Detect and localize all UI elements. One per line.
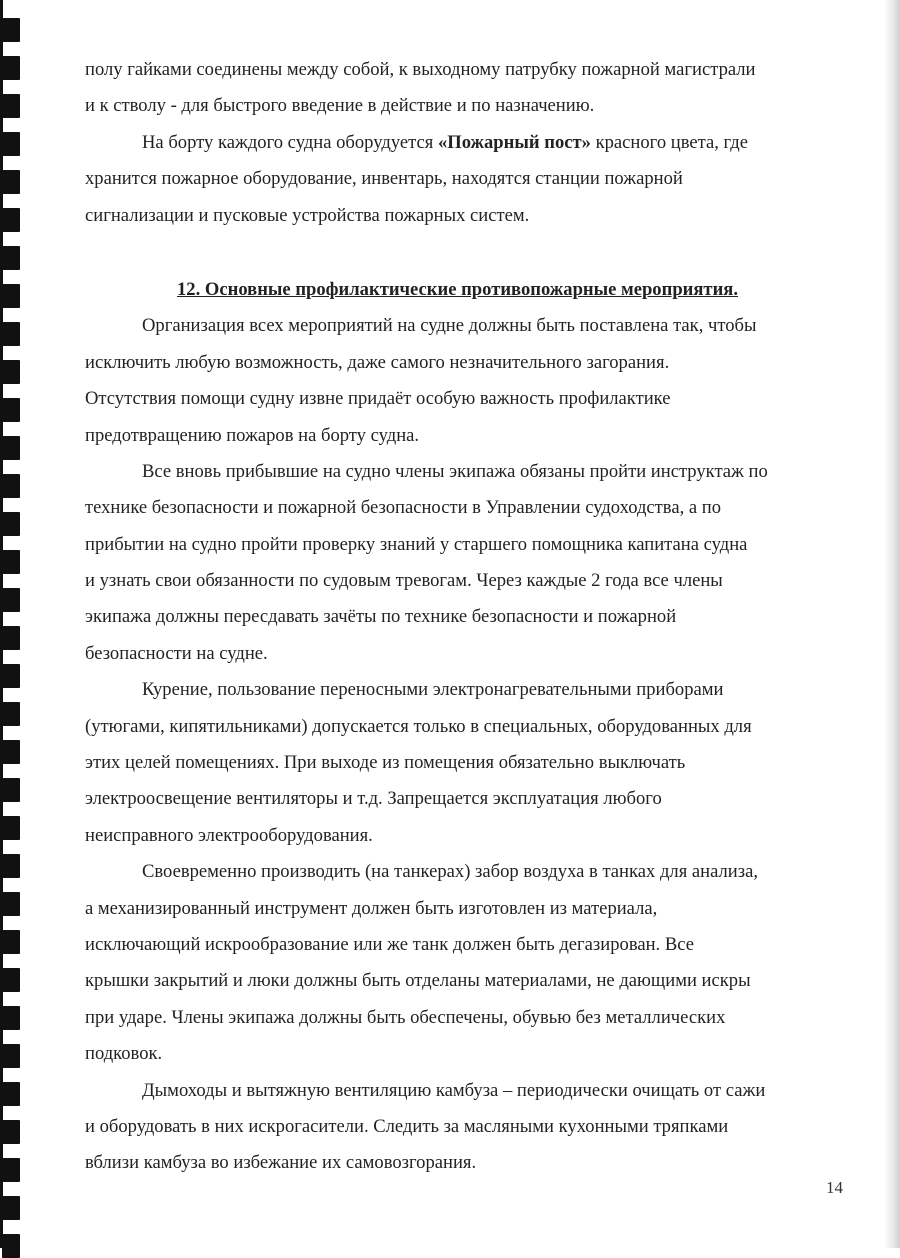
binding-hole bbox=[2, 664, 20, 688]
binding-hole bbox=[2, 512, 20, 536]
binding-hole bbox=[2, 1082, 20, 1106]
paragraph-line: прибытии на судно пройти проверку знаний у старшего помощника капитана судна bbox=[85, 533, 748, 555]
paragraph-line: и оборудовать в них искрогасители. Следить за масляными кухонными тряпками bbox=[85, 1115, 729, 1137]
paragraph-line: исключить любую возможность, даже самого незначительного загорания. bbox=[85, 351, 670, 373]
binding-hole bbox=[2, 702, 20, 726]
binding-hole bbox=[2, 18, 20, 42]
binding-hole bbox=[2, 170, 20, 194]
binding-holes bbox=[0, 0, 24, 1248]
paragraph-line: безопасности на судне. bbox=[85, 642, 268, 664]
paragraph-line: подковок. bbox=[85, 1043, 163, 1065]
page-edge-shadow bbox=[884, 0, 900, 1248]
paragraph-line: и узнать свои обязанности по судовым тревогам. Через каждые 2 года все члены bbox=[85, 570, 723, 592]
paragraph-line: Курение, пользование переносными электронагревательными приборами bbox=[142, 679, 724, 701]
binding-hole bbox=[2, 284, 20, 308]
binding-hole bbox=[2, 854, 20, 878]
paragraph-line: при ударе. Члены экипажа должны быть обеспечены, обувью без металлических bbox=[85, 1006, 726, 1028]
fire-post-line: сигнализации и пусковые устройства пожарных систем. bbox=[85, 204, 530, 226]
binding-hole bbox=[2, 550, 20, 574]
paragraph-line: Своевременно производить (на танкерах) забор воздуха в танках для анализа, bbox=[142, 861, 758, 883]
paragraph-line: исключающий искрообразование или же танк должен быть дегазирован. Все bbox=[85, 933, 694, 955]
binding-hole bbox=[2, 1158, 20, 1182]
paragraph-line: Все вновь прибывшие на судно члены экипажа обязаны пройти инструктаж по bbox=[142, 460, 768, 482]
binding-hole bbox=[2, 816, 20, 840]
paragraph-line: электроосвещение вентиляторы и т.д. Запрещается эксплуатация любого bbox=[85, 788, 662, 810]
paragraph-line: крышки закрытий и люки должны быть отделаны материалами, не дающими искры bbox=[85, 970, 751, 992]
paragraph-line: неисправного электрооборудования. bbox=[85, 824, 373, 846]
binding-hole bbox=[2, 1234, 20, 1258]
fire-post-line: хранится пожарное оборудование, инвентарь, находятся станции пожарной bbox=[85, 168, 683, 190]
paragraph-line: предотвращению пожаров на борту судна. bbox=[85, 424, 420, 446]
fire-post-text-after: красного цвета, где bbox=[590, 131, 748, 153]
paragraph-line: вблизи камбуза во избежание их самовозгорания. bbox=[85, 1152, 477, 1174]
binding-hole bbox=[2, 930, 20, 954]
intro-line: и к стволу - для быстрого введение в действие и по назначению. bbox=[85, 95, 595, 117]
binding-hole bbox=[2, 132, 20, 156]
document-page bbox=[85, 52, 855, 1182]
paragraph-line: а механизированный инструмент должен быть изготовлен из материала, bbox=[85, 897, 658, 919]
binding-hole bbox=[2, 246, 20, 270]
binding-hole bbox=[2, 436, 20, 460]
binding-hole bbox=[2, 1044, 20, 1068]
paragraph-line: технике безопасности и пожарной безопасности в Управлении судоходства, а по bbox=[85, 497, 722, 519]
fire-post-bold: «Пожарный пост» bbox=[437, 131, 591, 153]
paragraph-line: этих целей помещениях. При выходе из помещения обязательно выключать bbox=[85, 752, 686, 774]
binding-hole bbox=[2, 398, 20, 422]
binding-hole bbox=[2, 968, 20, 992]
binding-hole bbox=[2, 360, 20, 384]
binding-hole bbox=[2, 322, 20, 346]
page-number: 14 bbox=[826, 1178, 843, 1197]
paragraph-line: Организация всех мероприятий на судне должны быть поставлена так, чтобы bbox=[142, 315, 757, 337]
binding-hole bbox=[2, 892, 20, 916]
paragraph-line: (утюгами, кипятильниками) допускается только в специальных, оборудованных для bbox=[85, 715, 752, 737]
binding-hole bbox=[2, 1120, 20, 1144]
binding-hole bbox=[2, 208, 20, 232]
binding-hole bbox=[2, 1006, 20, 1030]
fire-post-text-before: На борту каждого судна оборудуется bbox=[142, 131, 438, 153]
fire-post-line bbox=[85, 125, 855, 161]
binding-hole bbox=[2, 588, 20, 612]
binding-hole bbox=[2, 626, 20, 650]
binding-hole bbox=[2, 778, 20, 802]
binding-hole bbox=[2, 94, 20, 118]
binding-hole bbox=[2, 474, 20, 498]
section-heading: 12. Основные профилактические противопожарные мероприятия. bbox=[177, 278, 738, 300]
paragraph-line: экипажа должны пересдавать зачёты по технике безопасности и пожарной bbox=[85, 606, 677, 628]
binding-hole bbox=[2, 740, 20, 764]
paragraph-line: Отсутствия помощи судну извне придаёт особую важность профилактике bbox=[85, 388, 671, 410]
intro-line: полу гайками соединены между собой, к выходному патрубку пожарной магистрали bbox=[85, 59, 756, 80]
binding-hole bbox=[2, 1196, 20, 1220]
binding-hole bbox=[2, 56, 20, 80]
paragraph-line: Дымоходы и вытяжную вентиляцию камбуза – периодически очищать от сажи bbox=[142, 1079, 766, 1101]
